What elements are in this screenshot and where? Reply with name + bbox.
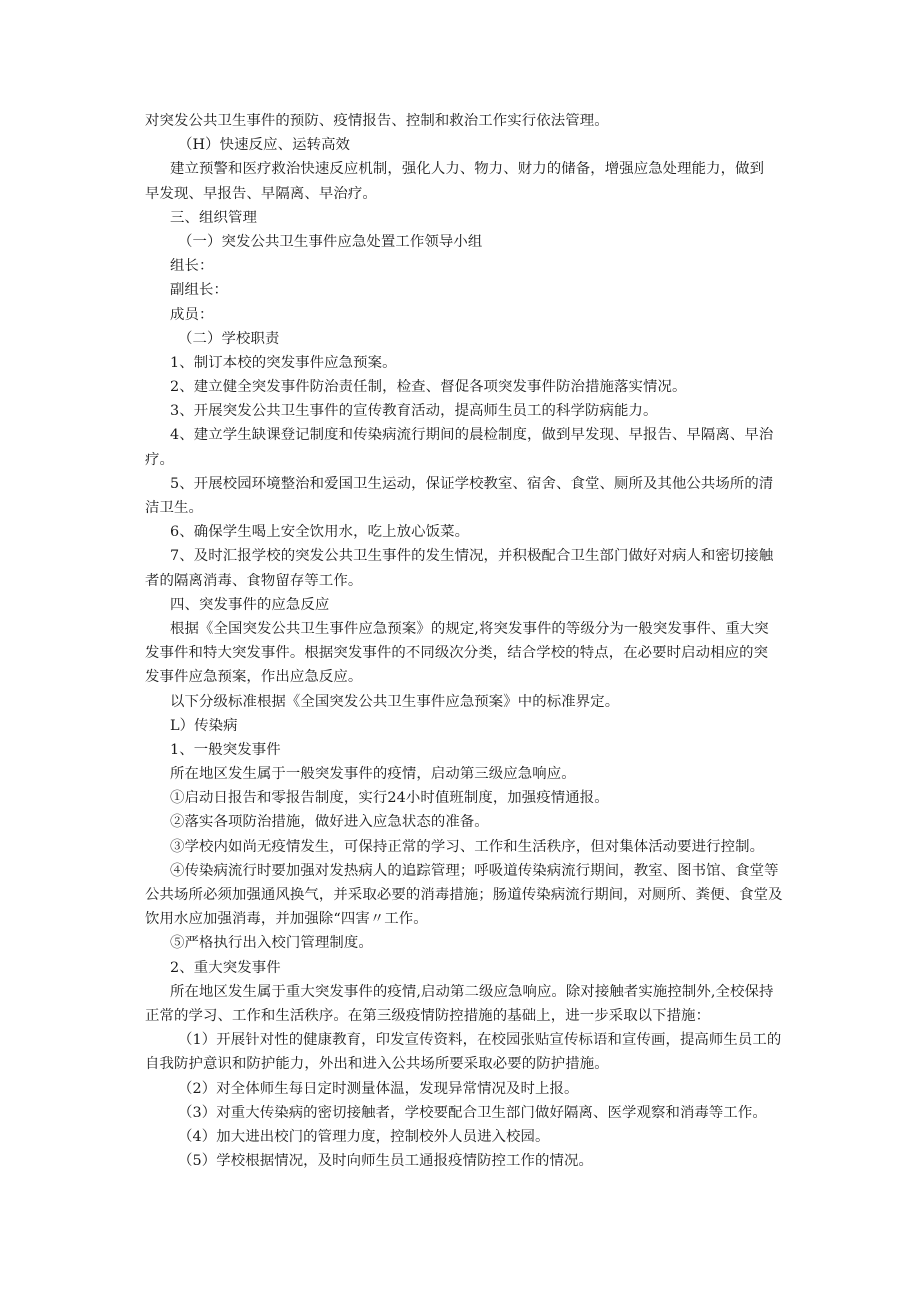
text-line: 6、确保学生喝上安全饮用水，吃上放心饭菜。 — [170, 524, 470, 541]
text-line: 5、开展校园环境整治和爱国卫生运动，保证学校教室、宿舍、食堂、厕所及其他公共场所的清 — [170, 475, 774, 492]
text-line: 洁卫生。 — [145, 500, 203, 516]
text-line: 副组长： — [170, 282, 228, 299]
text-line: 4、建立学生缺课登记制度和传染病流行期间的晨检制度，做到早发现、早报告、早隔离、早治 — [170, 427, 774, 444]
text-line: ②落实各项防治措施，做好进入应急状态的准备。 — [170, 814, 489, 831]
text-line: ①启动日报告和零报告制度，实行24小时值班制度，加强疫情通报。 — [170, 790, 609, 807]
document-body — [145, 109, 785, 1173]
text-line: 早发现、早报告、早隔离、早治疗。 — [145, 185, 377, 202]
text-line: （4）加大进出校门的管理力度，控制校外人员进入校园。 — [178, 1128, 550, 1145]
text-line: 所在地区发生属于重大突发事件的疫情,启动第二级应急响应。除对接触者实施控制外,全校保持 — [170, 983, 774, 1000]
text-line: ⑤严格执行出入校门管理制度。 — [170, 935, 373, 952]
text-line: 7、及时汇报学校的突发公共卫生事件的发生情况，并积极配合卫生部门做好对病人和密切接触 — [170, 548, 774, 565]
text-line: （H）快速反应、运转高效 — [178, 137, 351, 154]
text-line: 成员： — [170, 306, 214, 323]
text-line: 发事件和特大突发事件。根据突发事件的不同级次分类，结合学校的特点，在必要时启动相应的突 — [145, 645, 769, 662]
text-line: 公共场所必须加强通风换气，并采取必要的消毒措施；肠道传染病流行期间，对厕所、粪便、食堂及 — [145, 887, 783, 903]
text-line: 建立预警和医疗救治快速反应机制，强化人力、物力、财力的储备，增强应急处理能力，做到 — [170, 161, 765, 178]
text-line: （二）学校职责 — [178, 330, 280, 347]
text-line: 根据《全国突发公共卫生事件应急预案》的规定,将突发事件的等级分为一般突发事件、重大突 — [170, 620, 769, 637]
text-line: （3）对重大传染病的密切接触者，学校要配合卫生部门做好隔离、医学观察和消毒等工作。 — [178, 1104, 767, 1121]
text-line: 饮用水应加强消毒，并加强除“四害〃工作。 — [145, 911, 428, 928]
text-line: 3、开展突发公共卫生事件的宣传教育活动，提高师生员工的科学防病能力。 — [170, 403, 658, 420]
text-line: 2、建立健全突发事件防治责任制，检查、督促各项突发事件防治措施落实情况。 — [170, 379, 687, 396]
text-line: L）传染病 — [170, 717, 238, 734]
text-line: 自我防护意识和防护能力，外出和进入公共场所要采取必要的防护措施。 — [145, 1056, 609, 1073]
text-line: （5）学校根据情况，及时向师生员工通报疫情防控工作的情况。 — [178, 1153, 593, 1170]
text-line: 1、制订本校的突发事件应急预案。 — [170, 354, 397, 371]
text-line: （1）开展针对性的健康教育，印发宣传资料，在校园张贴宣传标语和宣传画，提高师生员工的 — [178, 1032, 782, 1049]
text-line: 正常的学习、工作和生活秩序。在第三级疫情防控措施的基础上，进一步采取以下措施： — [145, 1007, 711, 1024]
text-line: 所在地区发生属于一般突发事件的疫情，启动第三级应急响应。 — [170, 766, 576, 783]
text-line: 2、重大突发事件 — [170, 959, 281, 976]
text-line: （一）突发公共卫生事件应急处置工作领导小组 — [178, 233, 483, 250]
text-line: 三、组织管理 — [170, 209, 257, 226]
text-line: 以下分级标准根据《全国突发公共卫生事件应急预案》中的标准界定。 — [170, 693, 620, 710]
text-line: （2）对全体师生每日定时测量体温，发现异常情况及时上报。 — [178, 1080, 579, 1097]
text-line: 四、突发事件的应急反应 — [170, 596, 330, 613]
text-line: 对突发公共卫生事件的预防、疫情报告、控制和救治工作实行依法管理。 — [145, 113, 609, 129]
text-line: 1、一般突发事件 — [170, 741, 281, 758]
text-line: 发事件应急预案，作出应急反应。 — [145, 669, 363, 686]
text-line: 者的隔离消毒、食物留存等工作。 — [145, 572, 363, 589]
text-line: 疗。 — [145, 451, 174, 468]
text-line: ④传染病流行时要加强对发热病人的追踪管理；呼吸道传染病流行期间，教室、图书馆、食堂等 — [170, 862, 779, 879]
text-line: ③学校内如尚无疫情发生，可保持正常的学习、工作和生活秩序，但对集体活动要进行控制。 — [170, 838, 765, 855]
text-line: 组长： — [170, 258, 214, 275]
